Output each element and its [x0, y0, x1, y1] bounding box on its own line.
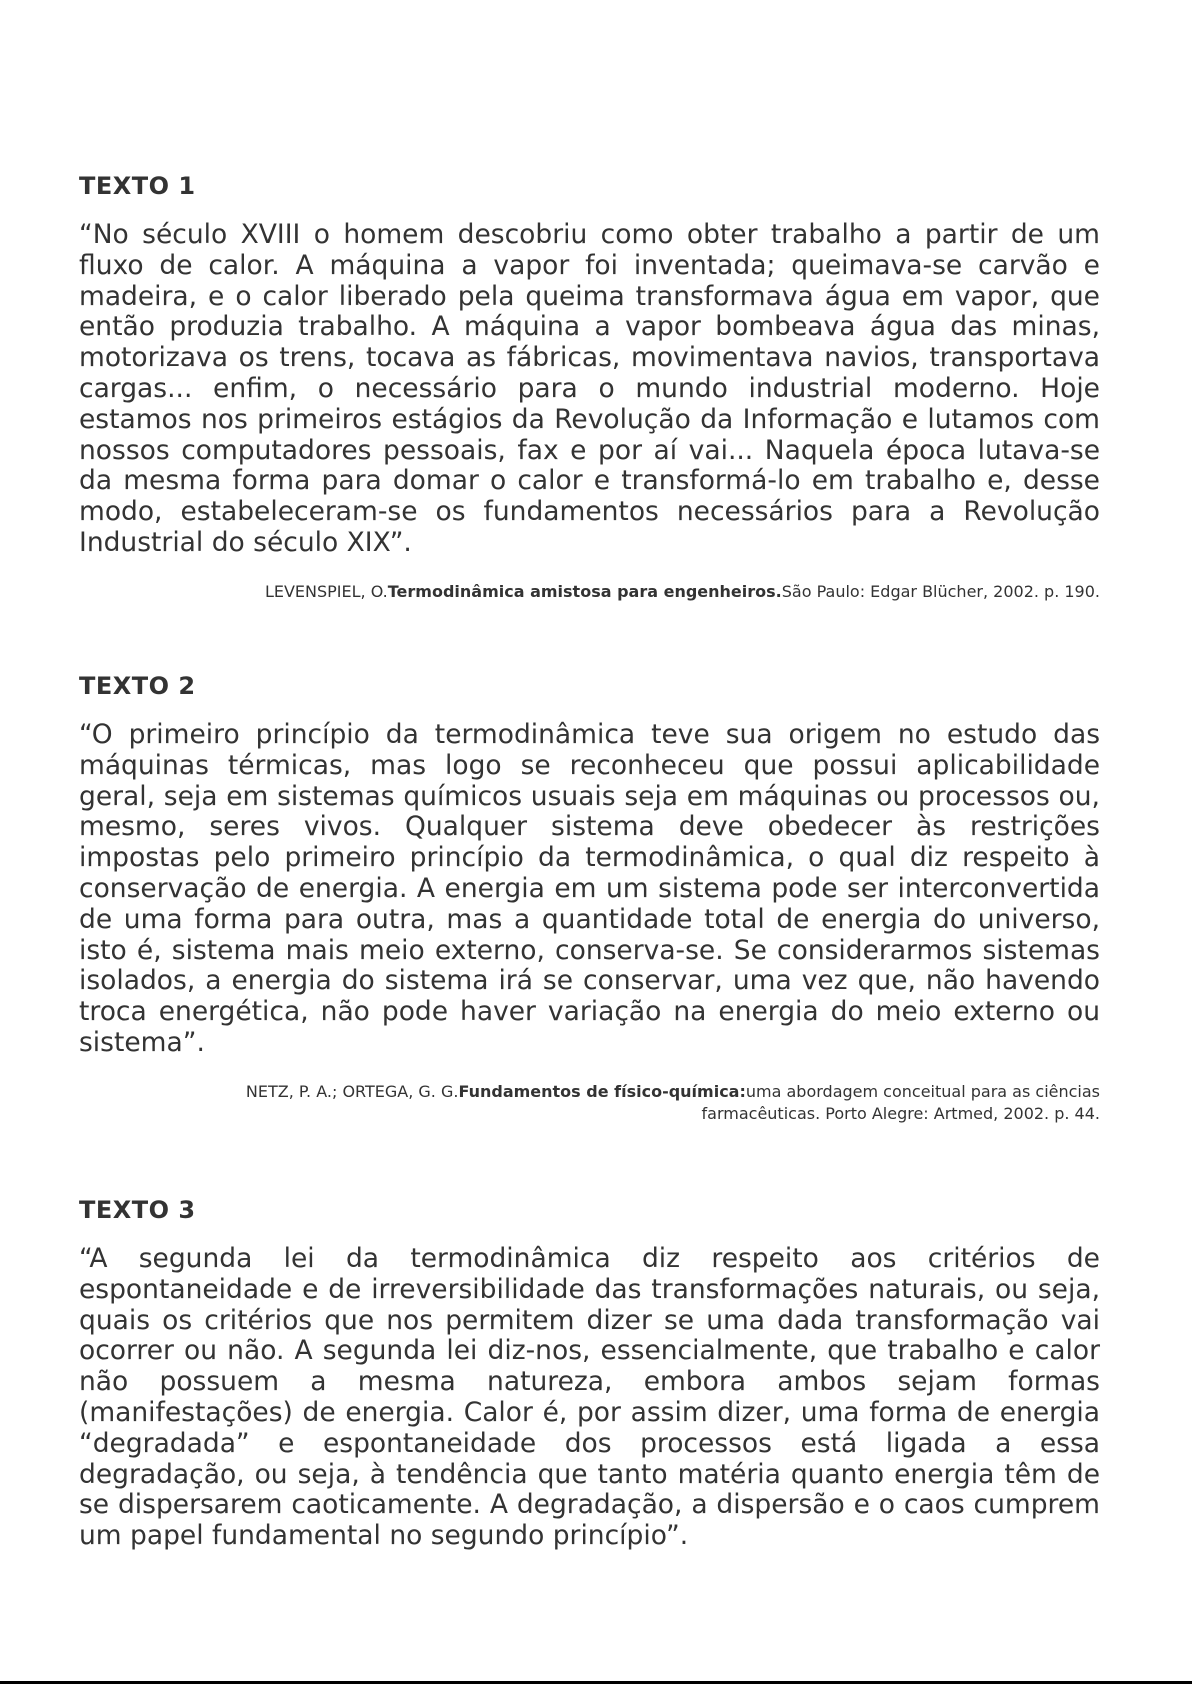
texto-1-section: [79, 172, 1100, 603]
texto-2-citation-author: NETZ, P. A.; ORTEGA, G. G.: [245, 1081, 459, 1101]
page-bottom-border: [0, 1681, 1192, 1684]
texto-3-section: [79, 1196, 1100, 1552]
texto-1-heading: TEXTO 1: [79, 172, 196, 200]
texto-1-citation: [79, 581, 1100, 603]
texto-1-citation-author: LEVENSPIEL, O.: [264, 581, 388, 601]
texto-2-citation: [139, 1081, 1100, 1125]
texto-1-citation-rest: São Paulo: Edgar Blücher, 2002. p. 190.: [781, 581, 1100, 601]
texto-2-citation-title: Fundamentos de físico-química:: [458, 1081, 746, 1101]
texto-2-citation-rest: uma abordagem conceitual para as ciências farmacêuticas. Porto Alegre: Artmed, 2002. p. 44.: [701, 1081, 1100, 1123]
texto-2-heading: TEXTO 2: [79, 672, 196, 700]
texto-2-quote: “O primeiro princípio da termodinâmica teve sua origem no estudo das máquinas térmicas, mas logo se reconheceu que possui aplicabilidade geral, seja em sistemas químicos usuais seja em máquinas ou processos ou, mesmo, seres vivos. Qualquer sistema deve obedecer às restrições impostas pelo primeiro princípio da termodinâmica, o qual diz respeito à conservação de energia. A energia em um sistema pode ser interconvertida de uma forma para outra, mas a quantidade total de energia do universo, isto é, sistema mais meio externo, conserva-se. Se considerarmos sistemas isolados, a energia do sistema irá se conservar, uma vez que, não havendo troca energética, não pode haver variação na energia do meio externo ou sistema”.: [79, 719, 1100, 1058]
texto-3-quote: “A segunda lei da termodinâmica diz respeito aos critérios de espontaneidade e de irreversibilidade das transformações naturais, ou seja, quais os critérios que nos permitem dizer se uma dada transformação vai ocorrer ou não. A segunda lei diz-nos, essencialmente, que trabalho e calor não possuem a mesma natureza, embora ambos sejam formas (manifestações) de energia. Calor é, por assim dizer, uma forma de energia “degradada” e espontaneidade dos processos está ligada a essa degradação, ou seja, à tendência que tanto matéria quanto energia têm de se dispersarem caoticamente. A degradação, a dispersão e o caos cumprem um papel fundamental no segundo princípio”.: [79, 1243, 1100, 1552]
texto-2-section: [79, 672, 1100, 1125]
texto-1-citation-title: Termodinâmica amistosa para engenheiros.: [387, 581, 782, 601]
texto-1-quote: “No século XVIII o homem descobriu como obter trabalho a partir de um fluxo de calor. A máquina a vapor foi inventada; queimava-se carvão e madeira, e o calor liberado pela queima transformava água em vapor, que então produzia trabalho. A máquina a vapor bombeava água das minas, motorizava os trens, tocava as fábricas, movimentava navios, transportava cargas... enfim, o necessário para o mundo industrial moderno. Hoje estamos nos primeiros estágios da Revolução da Informação e lutamos com nossos computadores pessoais, fax e por aí vai... Naquela época lutava-se da mesma forma para domar o calor e transformá-lo em trabalho e, desse modo, estabeleceram-se os fundamentos necessários para a Revolução Industrial do século XIX”.: [79, 219, 1100, 558]
texto-3-heading: TEXTO 3: [79, 1196, 196, 1224]
